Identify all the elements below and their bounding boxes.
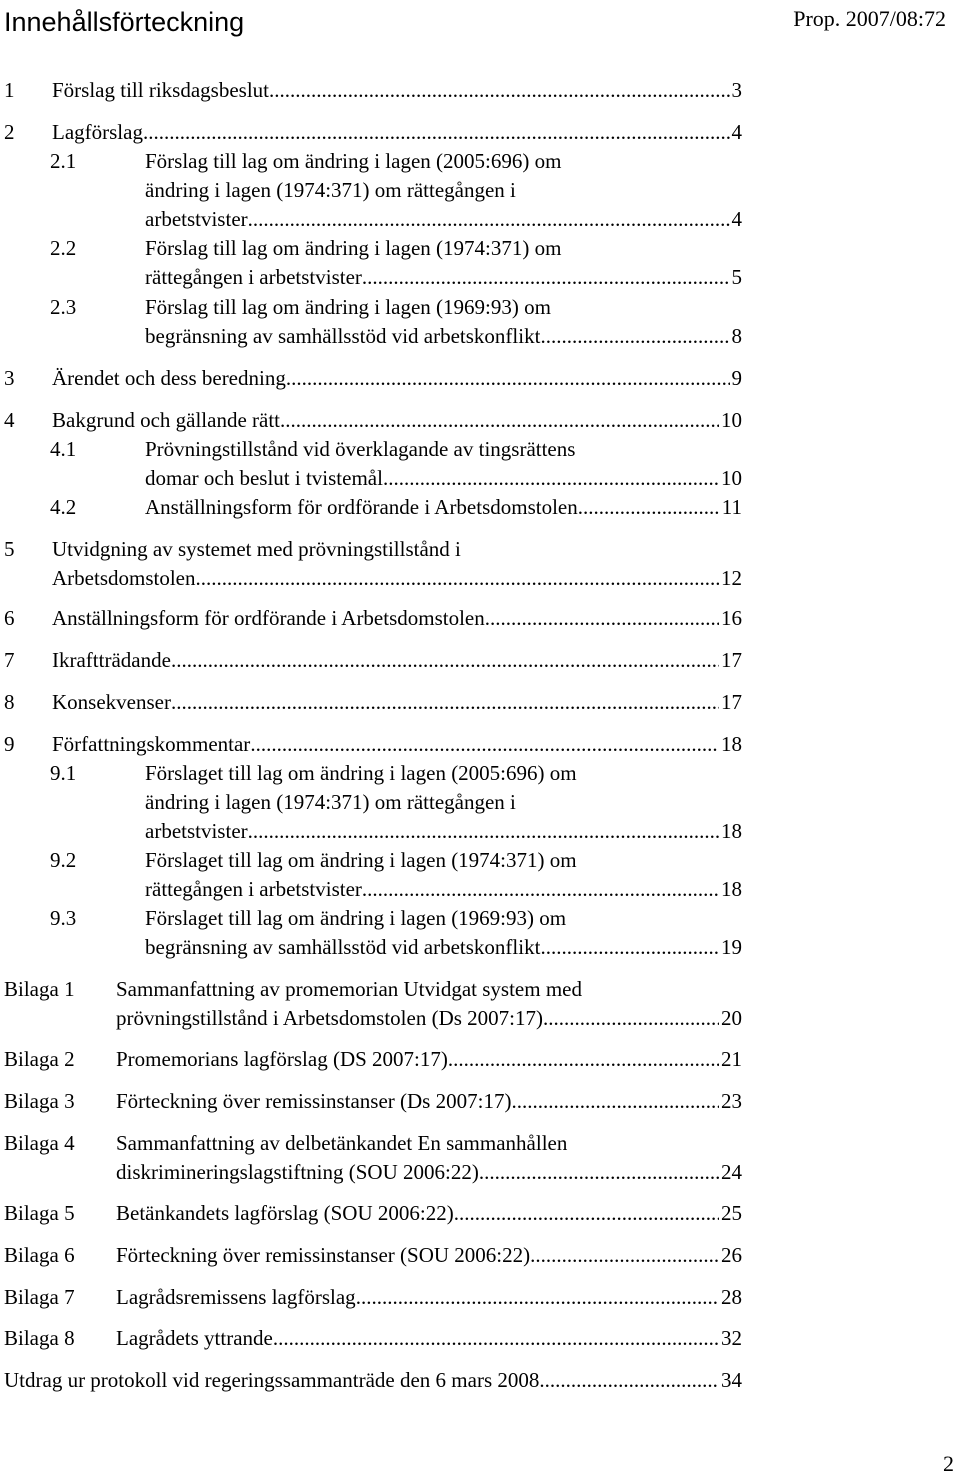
document-reference: Prop. 2007/08:72 [793, 6, 946, 31]
toc-entry-title-line: Anställningsform för ordförande i Arbetsdomstolen [52, 606, 485, 630]
toc-entry[interactable] [4, 1129, 742, 1187]
toc-entry-page: 4 [731, 120, 742, 144]
dot-leader [195, 564, 719, 593]
toc-entry-number: Bilaga 1 [4, 977, 75, 1001]
toc-entry-page: 18 [721, 819, 742, 843]
toc-entry-page: 12 [721, 566, 742, 590]
dot-leader [448, 1045, 719, 1074]
toc-entry-title-line: Författningskommentar [52, 732, 251, 756]
dot-leader [362, 875, 719, 904]
dot-leader [383, 464, 719, 493]
dot-leader [479, 1158, 719, 1187]
dot-leader [454, 1199, 719, 1228]
toc-entry-number: Bilaga 6 [4, 1243, 75, 1267]
toc-entry-title-line: Arbetsdomstolen [52, 566, 196, 590]
toc-entry-title-line: Bakgrund och gällande rätt [52, 408, 281, 432]
toc-entry-title-line: Konsekvenser [52, 690, 171, 714]
toc-entry[interactable] [4, 147, 742, 234]
toc-entry-title-line: begränsning av samhällsstöd vid arbetskonflikt [145, 324, 541, 348]
toc-entry-title-line: Lagrådets yttrande [116, 1326, 273, 1350]
dot-leader [269, 76, 730, 105]
toc-entry-number: Bilaga 5 [4, 1201, 75, 1225]
toc-entry[interactable] [4, 1199, 742, 1228]
toc-entry-title-line: Sammanfattning av promemorian Utvidgat system med [116, 977, 582, 1001]
toc-entry-title-line: Prövningstillstånd vid överklagande av tingsrättens [145, 437, 576, 461]
toc-entry-number: 6 [4, 606, 15, 630]
toc-entry-page: 10 [721, 466, 742, 490]
toc-entry-page: 23 [721, 1089, 742, 1113]
toc-entry[interactable] [4, 293, 742, 351]
dot-leader [143, 118, 730, 147]
toc-entry-title-line: Anställningsform för ordförande i Arbetsdomstolen [145, 495, 578, 519]
dot-leader [171, 646, 719, 675]
dot-leader [171, 688, 719, 717]
toc-entry-number: 4.2 [50, 495, 77, 519]
toc-entry-title-line: Förslag till lag om ändring i lagen (1974:371) om [145, 236, 562, 260]
toc-entry-number: Bilaga 8 [4, 1326, 75, 1350]
toc-entry[interactable] [4, 406, 742, 435]
toc-entry-title-line: Ikraftträdande [52, 648, 171, 672]
toc-entry-title-line: domar och beslut i tvistemål [145, 466, 383, 490]
toc-entry-page: 17 [721, 648, 742, 672]
toc-entry[interactable] [4, 688, 742, 717]
page-number: 2 [943, 1451, 954, 1476]
toc-entry-title-line: Lagförslag [52, 120, 143, 144]
toc-entry-title-line: Förslag till lag om ändring i lagen (2005:696) om [145, 149, 562, 173]
toc-entry[interactable] [4, 1283, 742, 1312]
toc-entry-title-line: Utdrag ur protokoll vid regeringssammanträde den 6 mars 2008 [4, 1368, 540, 1392]
toc-entry-page: 10 [721, 408, 742, 432]
toc-entry-number: 1 [4, 78, 15, 102]
toc-entry-title-line: Förslaget till lag om ändring i lagen (2005:696) om [145, 761, 577, 785]
toc-entry-number: 9.2 [50, 848, 77, 872]
toc-entry-number: 2 [4, 120, 15, 144]
toc-entry-page: 19 [721, 935, 742, 959]
toc-entry-page: 8 [731, 324, 742, 348]
toc-entry-page: 24 [721, 1160, 742, 1184]
toc-entry-number: 7 [4, 648, 15, 672]
dot-leader [250, 730, 719, 759]
toc-entry-number: 8 [4, 690, 15, 714]
toc-entry[interactable] [4, 1087, 742, 1116]
toc-entry-title-line: Förslaget till lag om ändring i lagen (1974:371) om [145, 848, 577, 872]
toc-entry-number: 2.3 [50, 295, 77, 319]
dot-leader [280, 406, 719, 435]
toc-entry-title-line: Utvidgning av systemet med prövningstillstånd i [52, 537, 461, 561]
toc-entry-number: 2.2 [50, 236, 77, 260]
dot-leader [273, 1324, 719, 1353]
toc-entry-title-line: prövningstillstånd i Arbetsdomstolen (Ds 2007:17) [116, 1006, 543, 1030]
toc-entry-title-line: ändring i lagen (1974:371) om rättegången i [145, 790, 516, 814]
toc-entry[interactable] [4, 1045, 742, 1074]
toc-entry-title-line: arbetstvister [145, 819, 248, 843]
toc-entry-page: 20 [721, 1006, 742, 1030]
toc-entry-page: 25 [721, 1201, 742, 1225]
toc-entry[interactable] [4, 1366, 742, 1395]
toc-entry-number: Bilaga 2 [4, 1047, 75, 1071]
dot-leader [248, 205, 730, 234]
toc-entry-page: 26 [721, 1243, 742, 1267]
toc-entry[interactable] [4, 435, 742, 493]
toc-entry[interactable] [4, 493, 742, 522]
dot-leader [530, 1241, 719, 1270]
toc-entry[interactable] [4, 364, 742, 393]
dot-leader [356, 1283, 719, 1312]
toc-entry[interactable] [4, 730, 742, 759]
toc-entry[interactable] [4, 118, 742, 147]
dot-leader [248, 817, 719, 846]
toc-entry-title-line: arbetstvister [145, 207, 248, 231]
toc-entry-title-line: begränsning av samhällsstöd vid arbetskonflikt [145, 935, 541, 959]
toc-entry-page: 18 [721, 732, 742, 756]
dot-leader [540, 322, 729, 351]
toc-entry-title-line: Förslag till lag om ändring i lagen (1969:93) om [145, 295, 551, 319]
toc-entry[interactable] [4, 76, 742, 105]
toc-entry-page: 4 [731, 207, 742, 231]
toc-entry-title-line: diskrimineringslagstiftning (SOU 2006:22) [116, 1160, 479, 1184]
toc-entry-title-line: rättegången i arbetstvister [145, 877, 362, 901]
toc-entry-number: 2.1 [50, 149, 77, 173]
toc-entry-number: Bilaga 4 [4, 1131, 75, 1155]
toc-entry[interactable] [4, 1324, 742, 1353]
toc-entry[interactable] [4, 646, 742, 675]
toc-entry-page: 5 [731, 265, 742, 289]
toc-entry-title-line: Förteckning över remissinstanser (Ds 2007:17) [116, 1089, 512, 1113]
toc-entry-number: 9 [4, 732, 15, 756]
toc-entry-number: 4 [4, 408, 15, 432]
toc-entry-number: Bilaga 7 [4, 1285, 75, 1309]
toc-entry-page: 34 [721, 1368, 742, 1392]
toc-entry[interactable] [4, 846, 742, 904]
dot-leader [511, 1087, 719, 1116]
toc-entry[interactable] [4, 975, 742, 1033]
toc-entry[interactable] [4, 904, 742, 962]
toc-entry[interactable] [4, 1241, 742, 1270]
dot-leader [578, 493, 720, 522]
toc-entry-title-line: Förslaget till lag om ändring i lagen (1969:93) om [145, 906, 567, 930]
toc-entry-title-line: Lagrådsremissens lagförslag [116, 1285, 356, 1309]
toc-entry-title-line: Sammanfattning av delbetänkandet En sammanhållen [116, 1131, 568, 1155]
toc-entry-title-line: Betänkandets lagförslag (SOU 2006:22) [116, 1201, 454, 1225]
toc-entry[interactable] [4, 535, 742, 593]
dot-leader [362, 263, 730, 292]
dot-leader [539, 1366, 719, 1395]
dot-leader [485, 604, 719, 633]
toc-entry-title-line: Promemorians lagförslag (DS 2007:17) [116, 1047, 448, 1071]
toc-entry-number: 5 [4, 537, 15, 561]
toc-entry-number: 3 [4, 366, 15, 390]
toc-entry-page: 18 [721, 877, 742, 901]
toc-entry-page: 9 [731, 366, 742, 390]
page-title: Innehållsförteckning [4, 7, 245, 37]
toc-entry-page: 32 [721, 1326, 742, 1350]
toc-entry-page: 17 [721, 690, 742, 714]
toc-entry[interactable] [4, 234, 742, 292]
toc-entry-number: 4.1 [50, 437, 77, 461]
toc-entry-page: 28 [721, 1285, 742, 1309]
toc-entry-title-line: Ärendet och dess beredning [52, 366, 286, 390]
toc-entry-page: 21 [721, 1047, 742, 1071]
toc-entry-number: 9.3 [50, 906, 77, 930]
toc-entry-title-line: ändring i lagen (1974:371) om rättegången i [145, 178, 516, 202]
toc-entry-title-line: Förslag till riksdagsbeslut [52, 78, 269, 102]
toc-entry-title-line: Förteckning över remissinstanser (SOU 2006:22) [116, 1243, 531, 1267]
toc-entry-title-line: rättegången i arbetstvister [145, 265, 362, 289]
toc-entry-page: 3 [731, 78, 742, 102]
toc-entry-number: 9.1 [50, 761, 77, 785]
toc-entry[interactable] [4, 759, 742, 846]
dot-leader [540, 933, 719, 962]
toc-entry[interactable] [4, 604, 742, 633]
toc-entry-number: Bilaga 3 [4, 1089, 75, 1113]
dot-leader [286, 364, 730, 393]
toc-entry-page: 11 [721, 495, 742, 519]
toc-entry-page: 16 [721, 606, 742, 630]
dot-leader [543, 1004, 719, 1033]
